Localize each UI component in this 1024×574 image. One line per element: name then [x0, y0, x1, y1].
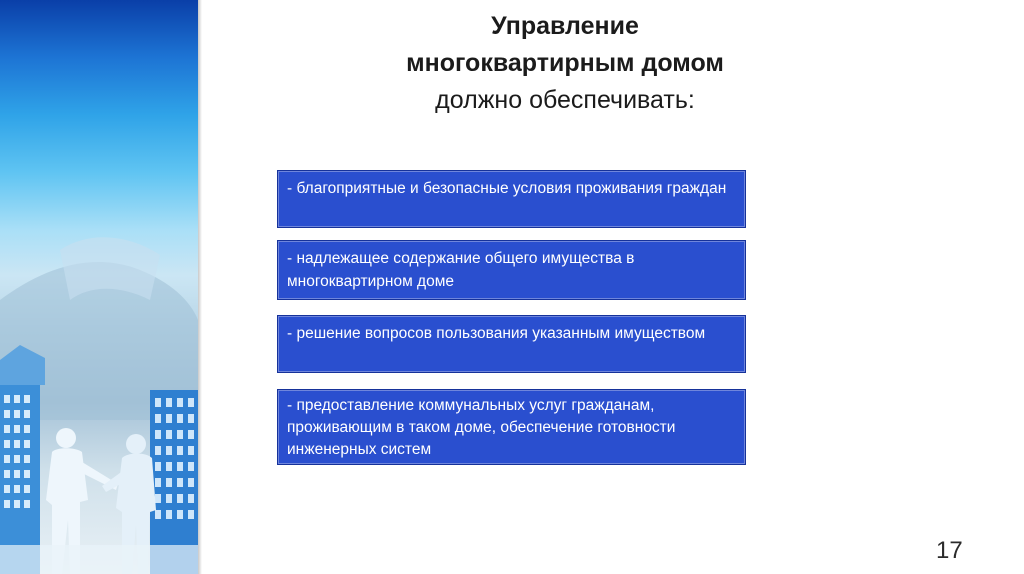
title-line-3: должно обеспечивать:: [435, 86, 695, 114]
item-box-property-use: - решение вопросов пользования указанным имуществом: [277, 315, 746, 373]
title-line-1: Управление: [491, 12, 639, 40]
slide-title: [210, 8, 920, 119]
page-number: 17: [936, 537, 963, 564]
title-line-2: многоквартирным домом: [406, 49, 724, 77]
item-box-property-maintenance: - надлежащее содержание общего имущества в многоквартирном доме: [277, 240, 746, 300]
item-box-utility-services: - предоставление коммунальных услуг гражданам, проживающим в таком доме, обеспечение готовности инженерных систем: [277, 389, 746, 465]
decorative-banner: [0, 0, 198, 574]
city-silhouette-illustration: [0, 0, 198, 574]
item-box-living-conditions: - благоприятные и безопасные условия проживания граждан: [277, 170, 746, 228]
banner-divider: [198, 0, 202, 574]
